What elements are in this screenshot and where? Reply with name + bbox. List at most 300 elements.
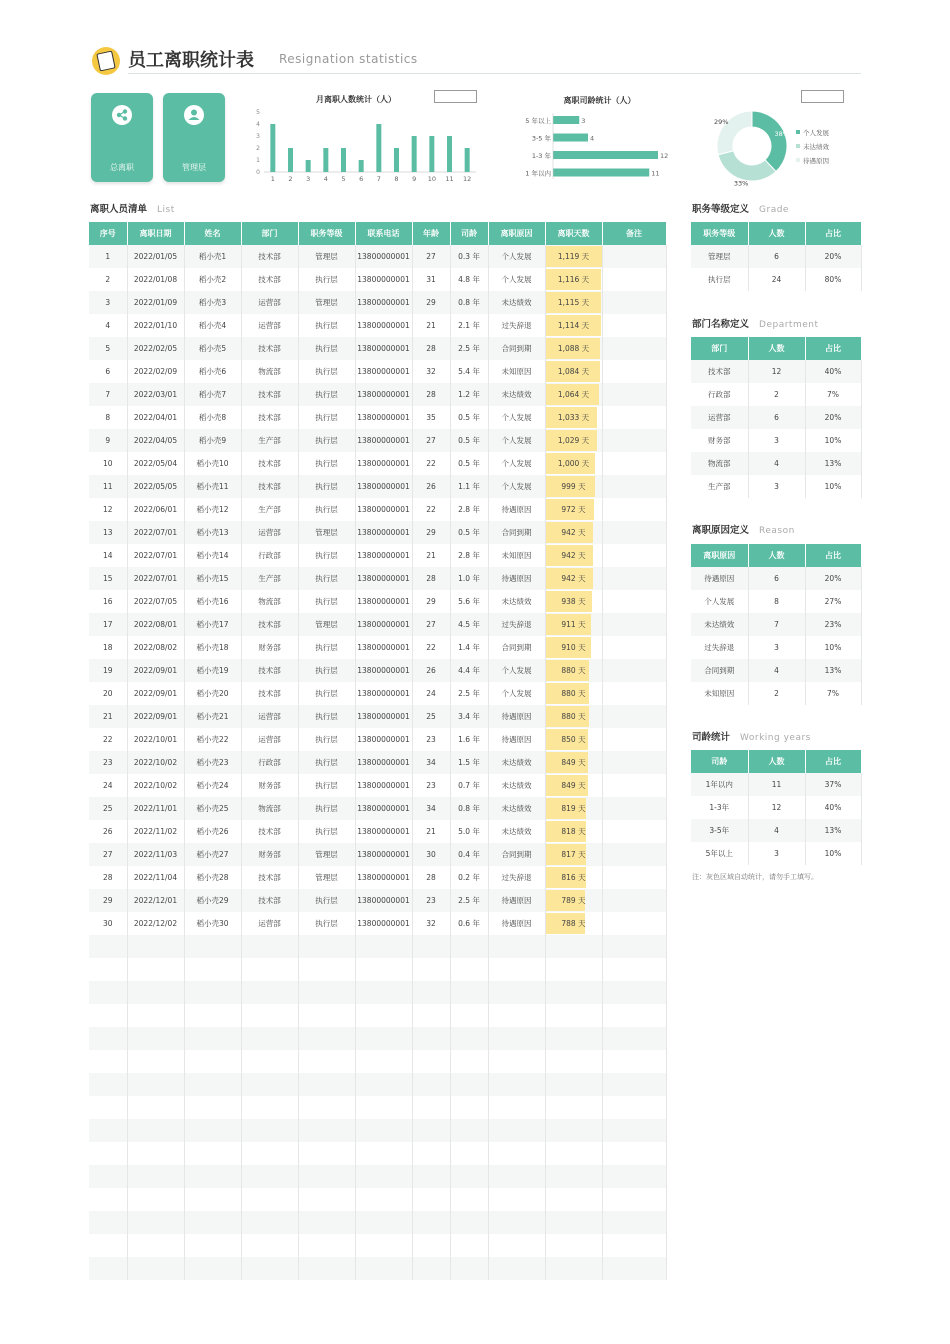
table-cell[interactable]	[184, 1027, 241, 1050]
bar[interactable]	[429, 136, 434, 172]
table-row[interactable]	[691, 842, 861, 865]
bar[interactable]	[288, 148, 293, 172]
table-cell[interactable]	[602, 1211, 666, 1234]
table-cell[interactable]	[298, 1073, 355, 1096]
table-cell[interactable]	[545, 981, 602, 1004]
table-cell[interactable]	[450, 1165, 488, 1188]
table-row[interactable]	[691, 636, 861, 659]
table-row[interactable]	[691, 567, 861, 590]
table-cell[interactable]	[412, 1119, 450, 1142]
table-cell: 2022/01/08	[127, 268, 184, 291]
table-cell[interactable]	[298, 958, 355, 981]
table-cell[interactable]	[241, 1073, 298, 1096]
legend-item[interactable]	[796, 153, 829, 167]
table-cell[interactable]	[89, 1234, 127, 1257]
table-cell: 13800000001	[355, 337, 412, 360]
table-cell[interactable]	[545, 935, 602, 958]
table-cell[interactable]	[545, 1004, 602, 1027]
table-cell[interactable]	[355, 1211, 412, 1234]
table-cell: 个人发展	[488, 268, 545, 291]
table-cell[interactable]	[184, 1096, 241, 1119]
table-row[interactable]	[691, 475, 861, 498]
table-cell: 22	[89, 728, 127, 751]
bar[interactable]	[553, 151, 658, 159]
table-cell[interactable]	[355, 958, 412, 981]
bar[interactable]	[270, 124, 275, 172]
table-cell[interactable]	[488, 1234, 545, 1257]
table-cell[interactable]	[450, 958, 488, 981]
table-cell[interactable]	[184, 1004, 241, 1027]
column-header[interactable]: 联系电话	[355, 222, 412, 245]
table-cell	[602, 797, 666, 820]
table-cell[interactable]	[127, 958, 184, 981]
table-row[interactable]	[89, 613, 666, 636]
table-cell[interactable]	[545, 1119, 602, 1142]
table-row[interactable]	[89, 728, 666, 751]
table-cell[interactable]	[602, 1165, 666, 1188]
table-cell: 23	[412, 889, 450, 912]
table-cell[interactable]	[298, 1119, 355, 1142]
table-cell[interactable]	[127, 1119, 184, 1142]
table-cell[interactable]	[602, 1027, 666, 1050]
table-cell[interactable]	[89, 958, 127, 981]
bar[interactable]	[553, 169, 649, 177]
bar[interactable]	[341, 148, 346, 172]
x-tick-label: 11	[445, 175, 454, 183]
table-cell[interactable]	[545, 1234, 602, 1257]
table-row[interactable]	[691, 796, 861, 819]
bar[interactable]	[323, 148, 328, 172]
table-cell[interactable]	[355, 1096, 412, 1119]
table-cell[interactable]	[355, 1050, 412, 1073]
legend-item[interactable]	[796, 139, 829, 153]
table-cell[interactable]	[412, 1050, 450, 1073]
table-cell[interactable]	[545, 1050, 602, 1073]
column-header[interactable]: 占比	[805, 544, 861, 567]
table-cell[interactable]	[241, 1119, 298, 1142]
table-row[interactable]	[89, 843, 666, 866]
column-header[interactable]: 序号	[89, 222, 127, 245]
column-header[interactable]: 离职原因	[488, 222, 545, 245]
bar[interactable]	[553, 116, 579, 124]
empty-row[interactable]	[89, 981, 666, 1004]
table-cell[interactable]	[241, 981, 298, 1004]
table-cell	[602, 544, 666, 567]
table-row[interactable]	[89, 797, 666, 820]
table-cell: 9	[89, 429, 127, 452]
table-row[interactable]	[89, 659, 666, 682]
table-cell[interactable]	[450, 935, 488, 958]
table-cell[interactable]	[184, 1050, 241, 1073]
column-header[interactable]: 占比	[805, 750, 861, 773]
empty-row[interactable]	[89, 1027, 666, 1050]
chart-filter-box[interactable]	[434, 90, 477, 103]
table-cell[interactable]	[355, 1188, 412, 1211]
table-cell[interactable]	[241, 1257, 298, 1280]
table-cell[interactable]	[127, 1050, 184, 1073]
empty-row[interactable]	[89, 1050, 666, 1073]
table-cell[interactable]	[89, 1096, 127, 1119]
table-cell[interactable]	[450, 1073, 488, 1096]
legend-item[interactable]	[796, 125, 829, 139]
bar[interactable]	[465, 148, 470, 172]
column-header[interactable]: 职务等级	[691, 222, 748, 245]
table-cell[interactable]	[412, 1073, 450, 1096]
table-row[interactable]	[89, 337, 666, 360]
table-cell[interactable]	[488, 1004, 545, 1027]
table-cell[interactable]	[412, 1027, 450, 1050]
table-cell[interactable]	[450, 1188, 488, 1211]
table-cell[interactable]	[127, 1004, 184, 1027]
table-cell[interactable]	[184, 1257, 241, 1280]
table-cell[interactable]	[602, 981, 666, 1004]
column-header[interactable]: 备注	[602, 222, 666, 245]
table-cell[interactable]	[488, 958, 545, 981]
table-cell[interactable]	[488, 1142, 545, 1165]
table-cell[interactable]	[450, 1257, 488, 1280]
table-cell: 24	[748, 268, 805, 291]
table-cell[interactable]	[488, 1119, 545, 1142]
table-cell: 个人发展	[488, 682, 545, 705]
table-cell[interactable]	[298, 981, 355, 1004]
table-cell[interactable]	[488, 935, 545, 958]
table-cell[interactable]	[89, 1027, 127, 1050]
empty-row[interactable]	[89, 1165, 666, 1188]
table-cell[interactable]	[184, 1142, 241, 1165]
table-row[interactable]	[691, 268, 861, 291]
table-row[interactable]	[89, 268, 666, 291]
column-header[interactable]: 占比	[805, 222, 861, 245]
notepad-icon	[96, 51, 115, 72]
table-cell[interactable]	[127, 1096, 184, 1119]
table-row[interactable]	[89, 820, 666, 843]
table-cell[interactable]	[602, 1142, 666, 1165]
table-cell: 1.1 年	[450, 475, 488, 498]
bar[interactable]	[376, 124, 381, 172]
table-cell[interactable]	[412, 1004, 450, 1027]
value-label: 12	[660, 152, 669, 160]
column-header[interactable]: 人数	[748, 750, 805, 773]
table-cell[interactable]	[412, 1165, 450, 1188]
table-cell[interactable]	[184, 1211, 241, 1234]
table-row[interactable]	[89, 774, 666, 797]
table-cell[interactable]	[127, 1073, 184, 1096]
table-cell[interactable]	[89, 1188, 127, 1211]
table-cell[interactable]	[450, 1027, 488, 1050]
column-header[interactable]: 离职原因	[691, 544, 748, 567]
table-cell[interactable]	[412, 1096, 450, 1119]
bar[interactable]	[359, 160, 364, 172]
table-cell[interactable]	[355, 1004, 412, 1027]
empty-row[interactable]	[89, 1142, 666, 1165]
table-cell[interactable]	[450, 1096, 488, 1119]
table-cell[interactable]	[184, 958, 241, 981]
empty-row[interactable]	[89, 935, 666, 958]
column-header[interactable]: 人数	[748, 337, 805, 360]
table-cell[interactable]	[184, 1234, 241, 1257]
table-cell[interactable]	[241, 1165, 298, 1188]
column-header[interactable]: 占比	[805, 337, 861, 360]
table-cell[interactable]	[89, 981, 127, 1004]
empty-row[interactable]	[89, 1257, 666, 1280]
empty-row[interactable]	[89, 1234, 666, 1257]
table-cell[interactable]	[355, 1073, 412, 1096]
table-cell[interactable]	[355, 1234, 412, 1257]
table-cell[interactable]	[355, 1027, 412, 1050]
table-cell[interactable]	[545, 1211, 602, 1234]
table-cell[interactable]	[488, 1188, 545, 1211]
table-row[interactable]	[89, 429, 666, 452]
table-cell[interactable]	[298, 1004, 355, 1027]
column-header[interactable]: 司龄	[450, 222, 488, 245]
table-cell[interactable]	[89, 1165, 127, 1188]
table-cell[interactable]	[184, 981, 241, 1004]
table-row[interactable]	[691, 590, 861, 613]
table-cell[interactable]	[545, 1096, 602, 1119]
column-header[interactable]: 部门	[691, 337, 748, 360]
table-cell[interactable]	[488, 1165, 545, 1188]
table-cell[interactable]	[127, 1142, 184, 1165]
table-cell[interactable]	[488, 981, 545, 1004]
table-cell[interactable]	[602, 1050, 666, 1073]
table-cell[interactable]	[241, 1027, 298, 1050]
table-cell[interactable]	[127, 1165, 184, 1188]
table-cell[interactable]	[545, 1165, 602, 1188]
column-header[interactable]: 年龄	[412, 222, 450, 245]
table-cell[interactable]	[127, 1211, 184, 1234]
table-cell[interactable]	[184, 1119, 241, 1142]
table-cell[interactable]	[241, 1234, 298, 1257]
table-row[interactable]	[89, 912, 666, 935]
column-header[interactable]: 姓名	[184, 222, 241, 245]
empty-row[interactable]	[89, 1211, 666, 1234]
table-cell[interactable]	[241, 1004, 298, 1027]
table-row[interactable]	[691, 682, 861, 705]
table-row[interactable]	[89, 291, 666, 314]
empty-row[interactable]	[89, 1004, 666, 1027]
table-cell[interactable]	[355, 935, 412, 958]
table-cell[interactable]	[450, 1050, 488, 1073]
table-cell[interactable]	[602, 958, 666, 981]
pie-slice[interactable]	[752, 111, 787, 172]
table-cell[interactable]	[127, 981, 184, 1004]
table-cell[interactable]	[355, 1257, 412, 1280]
table-cell[interactable]	[298, 1165, 355, 1188]
empty-row[interactable]	[89, 1096, 666, 1119]
table-cell: 14	[89, 544, 127, 567]
table-cell: 执行层	[298, 682, 355, 705]
table-cell[interactable]	[450, 1119, 488, 1142]
table-cell[interactable]	[412, 1257, 450, 1280]
table-cell[interactable]	[184, 1165, 241, 1188]
table-cell[interactable]	[298, 935, 355, 958]
table-cell	[545, 406, 602, 429]
table-cell[interactable]	[127, 935, 184, 958]
table-row[interactable]	[691, 383, 861, 406]
table-cell[interactable]	[298, 1234, 355, 1257]
table-cell[interactable]	[412, 1211, 450, 1234]
table-cell[interactable]	[488, 1027, 545, 1050]
table-cell[interactable]	[89, 1004, 127, 1027]
table-cell[interactable]	[89, 935, 127, 958]
table-cell[interactable]	[184, 1073, 241, 1096]
column-header[interactable]: 司龄	[691, 750, 748, 773]
table-cell[interactable]	[184, 935, 241, 958]
table-row[interactable]	[89, 383, 666, 406]
table-cell[interactable]	[241, 1142, 298, 1165]
table-cell[interactable]	[127, 1188, 184, 1211]
table-cell[interactable]	[355, 1165, 412, 1188]
empty-row[interactable]	[89, 1188, 666, 1211]
table-row[interactable]	[89, 360, 666, 383]
table-cell: 生产部	[241, 429, 298, 452]
column-header[interactable]: 部门	[241, 222, 298, 245]
table-cell[interactable]	[488, 1096, 545, 1119]
table-cell[interactable]	[241, 935, 298, 958]
table-cell[interactable]	[488, 1050, 545, 1073]
table-row[interactable]	[89, 682, 666, 705]
table-cell[interactable]	[602, 1119, 666, 1142]
table-cell[interactable]	[545, 958, 602, 981]
table-row[interactable]	[89, 705, 666, 728]
table-cell[interactable]	[602, 1073, 666, 1096]
table-cell[interactable]	[602, 1257, 666, 1280]
table-cell[interactable]	[450, 1142, 488, 1165]
table-cell[interactable]	[412, 1234, 450, 1257]
table-row[interactable]	[691, 452, 861, 475]
table-cell[interactable]	[241, 1050, 298, 1073]
table-cell[interactable]	[488, 1073, 545, 1096]
table-cell[interactable]	[450, 981, 488, 1004]
table-cell[interactable]	[545, 1027, 602, 1050]
table-row[interactable]	[89, 452, 666, 475]
total-resign-card[interactable]	[91, 93, 153, 182]
bar[interactable]	[553, 134, 588, 142]
column-header[interactable]: 人数	[748, 222, 805, 245]
table-cell[interactable]	[545, 1142, 602, 1165]
table-cell[interactable]	[602, 1188, 666, 1211]
empty-row[interactable]	[89, 1119, 666, 1142]
empty-row[interactable]	[89, 958, 666, 981]
table-row[interactable]	[89, 475, 666, 498]
table-cell[interactable]	[298, 1096, 355, 1119]
table-cell: 0.7 年	[450, 774, 488, 797]
table-row[interactable]	[89, 314, 666, 337]
table-cell[interactable]	[602, 1004, 666, 1027]
table-cell[interactable]	[545, 1188, 602, 1211]
table-cell[interactable]	[488, 1211, 545, 1234]
column-header[interactable]: 职务等级	[298, 222, 355, 245]
table-row[interactable]	[89, 590, 666, 613]
table-row[interactable]	[89, 751, 666, 774]
table-cell[interactable]	[89, 1073, 127, 1096]
table-cell[interactable]	[127, 1234, 184, 1257]
table-cell[interactable]	[412, 1142, 450, 1165]
management-card[interactable]	[163, 93, 225, 182]
table-row[interactable]	[89, 521, 666, 544]
table-cell[interactable]	[488, 1257, 545, 1280]
bar[interactable]	[306, 160, 311, 172]
table-cell[interactable]	[127, 1257, 184, 1280]
table-cell[interactable]	[298, 1257, 355, 1280]
table-cell: 20%	[805, 567, 861, 590]
column-header[interactable]: 离职日期	[127, 222, 184, 245]
bar[interactable]	[447, 136, 452, 172]
table-row[interactable]	[691, 819, 861, 842]
table-cell[interactable]	[450, 1234, 488, 1257]
table-cell[interactable]	[241, 1211, 298, 1234]
table-row[interactable]	[89, 636, 666, 659]
table-cell[interactable]	[450, 1004, 488, 1027]
days-value: 1,115 天	[557, 298, 590, 307]
table-cell[interactable]	[545, 1073, 602, 1096]
table-cell[interactable]	[127, 1027, 184, 1050]
table-row[interactable]	[691, 613, 861, 636]
table-row[interactable]	[89, 245, 666, 268]
table-cell[interactable]	[602, 935, 666, 958]
table-cell[interactable]	[412, 1188, 450, 1211]
table-cell: 稻小壳7	[184, 383, 241, 406]
pie-slice[interactable]	[718, 151, 776, 181]
table-cell[interactable]	[89, 1119, 127, 1142]
table-cell[interactable]	[412, 981, 450, 1004]
empty-row[interactable]	[89, 1073, 666, 1096]
table-cell[interactable]	[355, 1142, 412, 1165]
table-row[interactable]	[89, 866, 666, 889]
table-row[interactable]	[89, 406, 666, 429]
table-cell[interactable]	[355, 981, 412, 1004]
table-cell[interactable]	[241, 958, 298, 981]
table-cell[interactable]	[241, 1188, 298, 1211]
table-cell[interactable]	[184, 1188, 241, 1211]
table-cell[interactable]	[89, 1142, 127, 1165]
table-cell[interactable]	[89, 1050, 127, 1073]
table-row[interactable]	[691, 360, 861, 383]
table-cell[interactable]	[602, 1234, 666, 1257]
table-row[interactable]	[691, 429, 861, 452]
bar[interactable]	[394, 148, 399, 172]
table-row[interactable]	[89, 567, 666, 590]
column-header[interactable]: 人数	[748, 544, 805, 567]
table-cell[interactable]	[602, 1096, 666, 1119]
table-cell[interactable]	[450, 1211, 488, 1234]
table-row[interactable]	[691, 245, 861, 268]
chart-filter-box[interactable]	[801, 90, 844, 103]
table-cell[interactable]	[298, 1188, 355, 1211]
table-cell[interactable]	[241, 1096, 298, 1119]
table-cell[interactable]	[355, 1119, 412, 1142]
column-header[interactable]: 离职天数	[545, 222, 602, 245]
table-cell[interactable]	[298, 1027, 355, 1050]
table-row[interactable]	[89, 498, 666, 521]
tenure-bar-chart	[505, 113, 680, 183]
table-cell[interactable]	[298, 1142, 355, 1165]
table-row[interactable]	[89, 889, 666, 912]
table-cell[interactable]	[89, 1257, 127, 1280]
table-row[interactable]	[89, 544, 666, 567]
bar[interactable]	[412, 136, 417, 172]
table-cell[interactable]	[298, 1050, 355, 1073]
table-row[interactable]	[691, 773, 861, 796]
table-row[interactable]	[691, 659, 861, 682]
table-cell[interactable]	[412, 958, 450, 981]
table-cell[interactable]	[412, 935, 450, 958]
table-cell[interactable]	[89, 1211, 127, 1234]
table-cell	[602, 843, 666, 866]
table-row[interactable]	[691, 406, 861, 429]
table-cell[interactable]	[298, 1211, 355, 1234]
table-cell[interactable]	[545, 1257, 602, 1280]
